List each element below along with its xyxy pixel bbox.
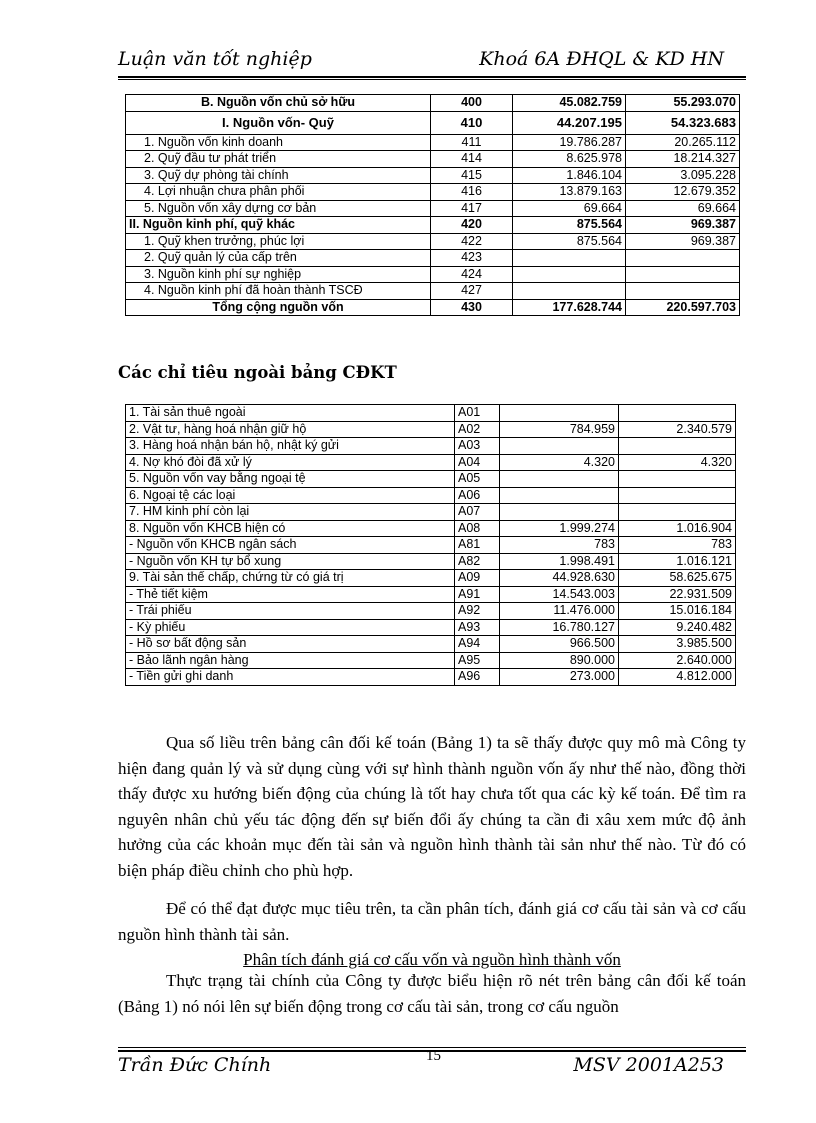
table-row	[126, 283, 740, 300]
cell-v2: 69.664	[626, 200, 740, 217]
table-row	[126, 200, 740, 217]
cell-label: 2. Quỹ quản lý của cấp trên	[126, 250, 431, 267]
cell-v1: 273.000	[500, 669, 619, 686]
cell-v1: 16.780.127	[500, 619, 619, 636]
table-row	[126, 405, 736, 422]
table-row	[126, 669, 736, 686]
cell-label: - Kỳ phiếu	[126, 619, 455, 636]
cell-code: A94	[455, 636, 500, 653]
cell-code: A08	[455, 520, 500, 537]
cell-v1	[513, 266, 626, 283]
page-footer	[118, 1048, 746, 1080]
paragraph-4: Thực trạng tài chính của Công ty được biểu hiện rõ nét trên bảng cân đối kế toán (Bảng 1) nó nói lên sự biến động trong cơ cấu tài sản, trong cơ cấu nguồn	[118, 971, 746, 1016]
cell-v1: 177.628.744	[513, 299, 626, 316]
cell-v2: 15.016.184	[619, 603, 736, 620]
table-row	[126, 421, 736, 438]
header-left: Luận văn tốt nghiệp	[118, 48, 312, 70]
cell-code: 423	[431, 250, 513, 267]
cell-v2: 1.016.121	[619, 553, 736, 570]
cell-label: 5. Nguồn vốn vay bằng ngoại tệ	[126, 471, 455, 488]
cell-v1	[513, 283, 626, 300]
table-row	[126, 520, 736, 537]
cell-code: 415	[431, 167, 513, 184]
cell-v1: 1.846.104	[513, 167, 626, 184]
table-row	[126, 537, 736, 554]
cell-code: 414	[431, 151, 513, 168]
cell-v2	[626, 266, 740, 283]
cell-label: - Nguồn vốn KH tự bổ xung	[126, 553, 455, 570]
cell-v1: 1.998.491	[500, 553, 619, 570]
cell-label: 4. Nợ khó đòi đã xử lý	[126, 454, 455, 471]
cell-v2	[626, 283, 740, 300]
cell-code: A82	[455, 553, 500, 570]
cell-v2: 2.340.579	[619, 421, 736, 438]
cell-v2: 3.095.228	[626, 167, 740, 184]
footer-author: Trần Đức Chính	[118, 1054, 272, 1076]
cell-label: - Trái phiếu	[126, 603, 455, 620]
cell-label: Tổng cộng nguồn vốn	[126, 299, 431, 316]
cell-code: A92	[455, 603, 500, 620]
cell-label: 8. Nguồn vốn KHCB hiện có	[126, 520, 455, 537]
cell-v1: 890.000	[500, 652, 619, 669]
cell-v1: 11.476.000	[500, 603, 619, 620]
cell-v1: 44.207.195	[513, 111, 626, 134]
footer-student-id: MSV 2001A253	[573, 1054, 724, 1076]
table-row	[126, 184, 740, 201]
cell-v2: 4.812.000	[619, 669, 736, 686]
cell-v1: 45.082.759	[513, 95, 626, 112]
cell-code: A95	[455, 652, 500, 669]
table-row	[126, 570, 736, 587]
cell-code: 427	[431, 283, 513, 300]
cell-label: 2. Quỹ đầu tư phát triển	[126, 151, 431, 168]
paragraph-1: Qua số liều trên bảng cân đối kế toán (Bảng 1) ta sẽ thấy được quy mô mà Công ty hiện đang quản lý và sử dụng cùng với sự hình thành nguồn vốn ấy như thế nào, đồng thời thấy được xu hướng biến động của chúng là tốt hay chưa tốt qua các kỳ kế toán. Để tìm ra nguyên nhân chủ yếu tác động đến sự biến đổi ấy chúng ta cần đi xâu xem mức độ ảnh hưởng của các khoản mục đến tài sản và nguồn hình thành tài sản như thế nào. Từ đó có biện pháp điều chỉnh cho phù hợp.	[118, 733, 746, 880]
cell-code: 410	[431, 111, 513, 134]
table-row	[126, 636, 736, 653]
cell-code: 411	[431, 134, 513, 151]
cell-label: - Nguồn vốn KHCB ngân sách	[126, 537, 455, 554]
cell-v1	[500, 471, 619, 488]
cell-code: A07	[455, 504, 500, 521]
table-row	[126, 652, 736, 669]
cell-code: A06	[455, 487, 500, 504]
cell-label: - Tiền gửi ghi danh	[126, 669, 455, 686]
cell-code: A02	[455, 421, 500, 438]
table-row	[126, 134, 740, 151]
cell-label: 9. Tài sản thế chấp, chứng từ có giá trị	[126, 570, 455, 587]
table-row	[126, 250, 740, 267]
cell-v1	[500, 504, 619, 521]
cell-v2: 9.240.482	[619, 619, 736, 636]
cell-v2	[619, 438, 736, 455]
cell-label: 5. Nguồn vốn xây dựng cơ bản	[126, 200, 431, 217]
off-balance-table	[125, 404, 736, 686]
cell-label: 1. Nguồn vốn kinh doanh	[126, 134, 431, 151]
cell-v2: 3.985.500	[619, 636, 736, 653]
table-row	[126, 217, 740, 234]
cell-v2	[626, 250, 740, 267]
cell-label: 6. Ngoại tệ các loại	[126, 487, 455, 504]
cell-v2: 55.293.070	[626, 95, 740, 112]
cell-code: A81	[455, 537, 500, 554]
cell-label: 3. Quỹ dự phòng tài chính	[126, 167, 431, 184]
cell-v1: 14.543.003	[500, 586, 619, 603]
cell-code: A09	[455, 570, 500, 587]
cell-v1: 966.500	[500, 636, 619, 653]
cell-v2: 54.323.683	[626, 111, 740, 134]
table-row	[126, 603, 736, 620]
table-row	[126, 266, 740, 283]
cell-label: 3. Hàng hoá nhận bán hộ, nhật ký gửi	[126, 438, 455, 455]
cell-label: 2. Vật tư, hàng hoá nhận giữ hộ	[126, 421, 455, 438]
cell-v2: 58.625.675	[619, 570, 736, 587]
table-row	[126, 487, 736, 504]
table-row	[126, 454, 736, 471]
table-row	[126, 619, 736, 636]
cell-label: B. Nguồn vốn chủ sở hữu	[126, 95, 431, 112]
header-rule	[118, 79, 746, 80]
cell-label: 1. Tài sản thuê ngoài	[126, 405, 455, 422]
cell-v1: 783	[500, 537, 619, 554]
cell-v1	[500, 487, 619, 504]
cell-code: 420	[431, 217, 513, 234]
table-row	[126, 553, 736, 570]
table-row	[126, 111, 740, 134]
cell-v2: 969.387	[626, 233, 740, 250]
cell-v1: 44.928.630	[500, 570, 619, 587]
table-row	[126, 151, 740, 168]
table-row	[126, 95, 740, 112]
header-right: Khoá 6A ĐHQL & KD HN	[479, 48, 724, 70]
cell-v1: 13.879.163	[513, 184, 626, 201]
table-row	[126, 438, 736, 455]
cell-v2: 22.931.509	[619, 586, 736, 603]
cell-v2: 18.214.327	[626, 151, 740, 168]
page-number: 15	[426, 1048, 441, 1064]
cell-v1: 19.786.287	[513, 134, 626, 151]
table-row	[126, 586, 736, 603]
cell-v1: 875.564	[513, 233, 626, 250]
cell-v2	[619, 405, 736, 422]
cell-label: I. Nguồn vốn- Quỹ	[126, 111, 431, 134]
cell-code: A04	[455, 454, 500, 471]
table-row	[126, 233, 740, 250]
cell-label: II. Nguồn kinh phí, quỹ khác	[126, 217, 431, 234]
cell-label: - Bảo lãnh ngân hàng	[126, 652, 455, 669]
cell-v2: 4.320	[619, 454, 736, 471]
cell-v2	[619, 487, 736, 504]
cell-code: A05	[455, 471, 500, 488]
cell-v2: 20.265.112	[626, 134, 740, 151]
cell-code: 400	[431, 95, 513, 112]
cell-code: A03	[455, 438, 500, 455]
cell-v2: 12.679.352	[626, 184, 740, 201]
cell-code: A93	[455, 619, 500, 636]
cell-label: - Hồ sơ bất động sản	[126, 636, 455, 653]
cell-v1	[500, 405, 619, 422]
cell-v1	[513, 250, 626, 267]
cell-v2: 1.016.904	[619, 520, 736, 537]
subsection-heading: Phân tích đánh giá cơ cấu vốn và nguồn hình thành vốn	[243, 950, 621, 969]
cell-code: 424	[431, 266, 513, 283]
cell-v2: 220.597.703	[626, 299, 740, 316]
cell-code: 416	[431, 184, 513, 201]
cell-label: 4. Lợi nhuận chưa phân phối	[126, 184, 431, 201]
table-row	[126, 504, 736, 521]
cell-label: - Thẻ tiết kiệm	[126, 586, 455, 603]
cell-label: 4. Nguồn kinh phí đã hoàn thành TSCĐ	[126, 283, 431, 300]
cell-v1	[500, 438, 619, 455]
cell-label: 7. HM kinh phí còn lại	[126, 504, 455, 521]
equity-table	[125, 94, 740, 316]
page-header	[118, 48, 746, 78]
cell-v1: 784.959	[500, 421, 619, 438]
paragraph-2: Để có thể đạt được mục tiêu trên, ta cần phân tích, đánh giá cơ cấu tài sản và cơ cấu nguồn hình thành tài sản.	[118, 899, 746, 944]
cell-code: A91	[455, 586, 500, 603]
cell-v2	[619, 471, 736, 488]
cell-code: A96	[455, 669, 500, 686]
cell-v2: 969.387	[626, 217, 740, 234]
cell-v2	[619, 504, 736, 521]
table-row	[126, 167, 740, 184]
cell-label: 3. Nguồn kinh phí sự nghiệp	[126, 266, 431, 283]
cell-v1: 1.999.274	[500, 520, 619, 537]
cell-code: 417	[431, 200, 513, 217]
cell-v2: 783	[619, 537, 736, 554]
cell-code: A01	[455, 405, 500, 422]
cell-code: 422	[431, 233, 513, 250]
cell-v1: 8.625.978	[513, 151, 626, 168]
cell-v1: 69.664	[513, 200, 626, 217]
cell-v2: 2.640.000	[619, 652, 736, 669]
cell-v1: 875.564	[513, 217, 626, 234]
table-row	[126, 471, 736, 488]
cell-v1: 4.320	[500, 454, 619, 471]
table-row	[126, 299, 740, 316]
cell-code: 430	[431, 299, 513, 316]
section-title: Các chỉ tiêu ngoài bảng CĐKT	[118, 363, 397, 382]
cell-label: 1. Quỹ khen trưởng, phúc lợi	[126, 233, 431, 250]
